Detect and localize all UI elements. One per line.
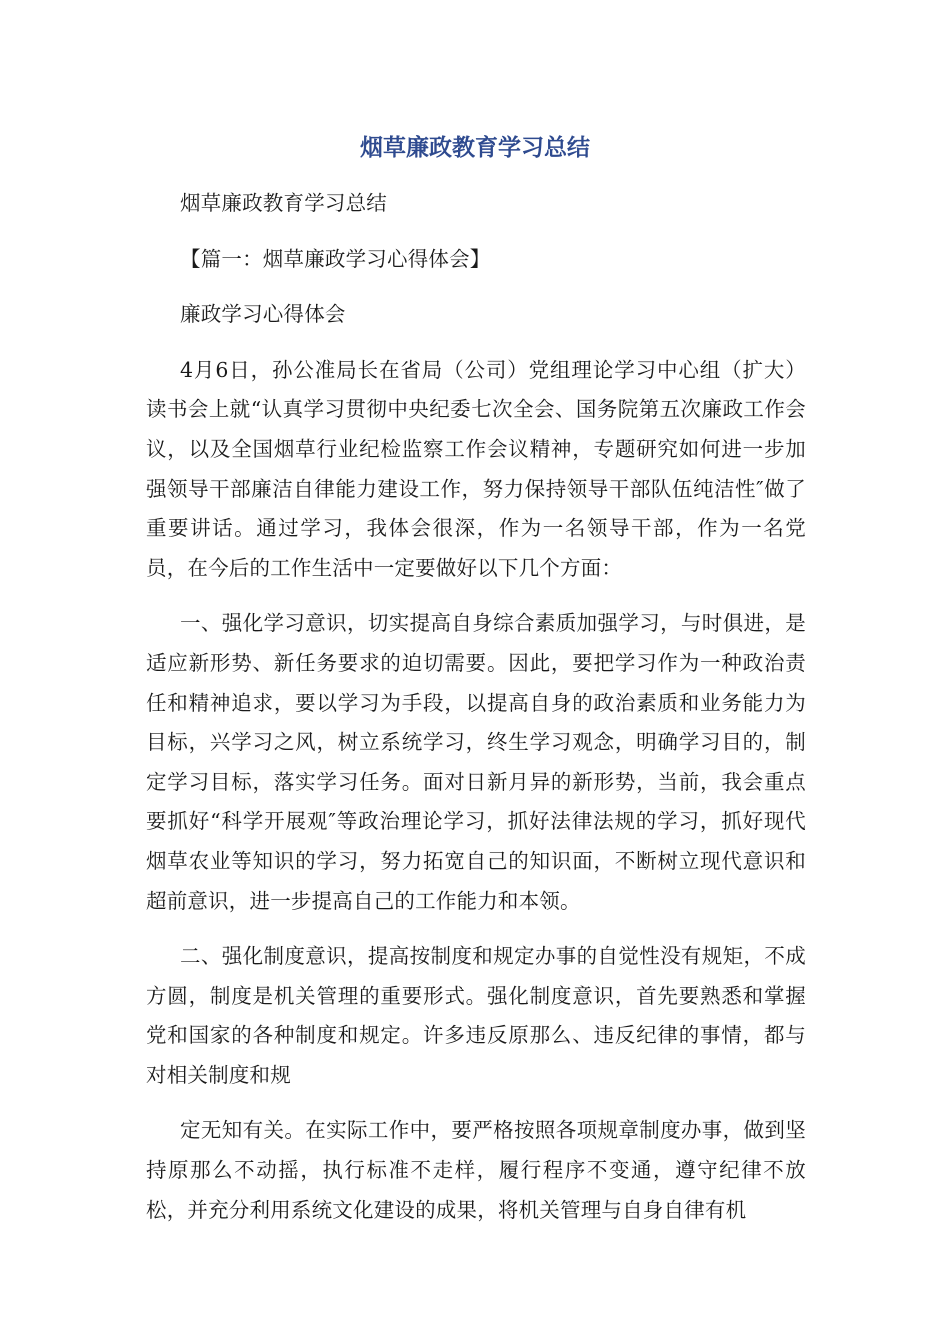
paragraph-point-two: 二、强化制度意识，提高按制度和规定办事的自觉性没有规矩，不成方圆，制度是机关管理的重要形式。强化制度意识，首先要熟悉和掌握党和国家的各种制度和规定。许多违反原那么、违反纪律的事情，都与对相关制度和规 <box>146 944 806 1087</box>
paragraph-article-heading: 廉政学习心得体会 <box>180 302 346 327</box>
document-body <box>146 184 806 1246</box>
document-title: 烟草廉政教育学习总结 <box>360 135 590 161</box>
paragraph-continuation: 定无知有关。在实际工作中，要严格按照各项规章制度办事，做到坚持原那么不动摇，执行标准不走样，履行程序不变通，遵守纪律不放松，并充分利用系统文化建设的成果，将机关管理与自身自律有机 <box>146 1118 806 1222</box>
paragraph-subtitle: 烟草廉政教育学习总结 <box>180 191 387 215</box>
paragraph-intro: 4月6日，孙公准局长在省局（公司）党组理论学习中心组（扩大）读书会上就“认真学习贯彻中央纪委七次全会、国务院第五次廉政工作会议，以及全国烟草行业纪检监察工作会议精神，专题研究如何进一步加强领导干部廉洁自律能力建设工作，努力保持领导干部队伍纯洁性″做了重要讲话。通过学习，我体会很深，作为一名领导干部，作为一名党员，在今后的工作生活中一定要做好以下几个方面： <box>146 357 806 580</box>
paragraph-section-heading: 【篇一：烟草廉政学习心得体会】 <box>180 246 491 271</box>
paragraph-point-one: 一、强化学习意识，切实提高自身综合素质加强学习，与时俱进，是适应新形势、新任务要求的迫切需要。因此，要把学习作为一种政治责任和精神追求，要以学习为手段，以提高自身的政治素质和业务能力为目标，兴学习之风，树立系统学习，终生学习观念，明确学习目的，制定学习目标，落实学习任务。面对日新月异的新形势，当前，我会重点要抓好“科学开展观″等政治理论学习，抓好法律法规的学习，抓好现代烟草农业等知识的学习，努力拓宽自己的知识面，不断树立现代意识和超前意识，进一步提高自己的工作能力和本领。 <box>146 611 806 913</box>
